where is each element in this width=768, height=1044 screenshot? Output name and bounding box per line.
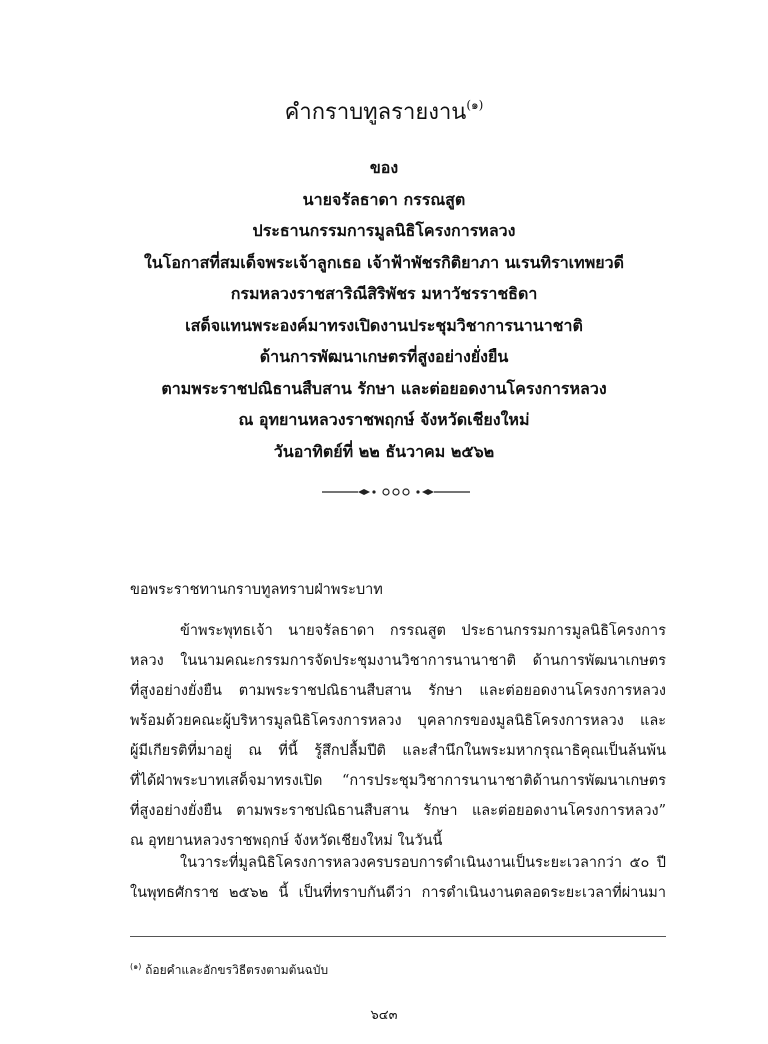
salutation: ขอพระราชทานกราบทูลทราบฝ่าพระบาท [130, 582, 383, 598]
paragraph-line: ผู้มีเกียรติที่มาอยู่ ณ ที่นี้ รู้สึกปลื้มปีติ และสำนึกในพระมหากรุณาธิคุณเป็นล้นพ้น [130, 743, 666, 759]
heading-line: ณ อุทยานหลวงราชพฤกษ์ จังหวัดเชียงใหม่ [238, 410, 530, 429]
page-number: ๖๔๓ [370, 1008, 398, 1023]
title-text: คำกราบทูลรายงาน [284, 100, 467, 125]
paragraph-line: พร้อมด้วยคณะผู้บริหารมูลนิธิโครงการหลวง บุคลากรของมูลนิธิโครงการหลวง และ [130, 713, 666, 729]
document-title [0, 94, 768, 129]
heading-line: ในโอกาสที่สมเด็จพระเจ้าลูกเธอ เจ้าฟ้าพัชรกิติยาภา นเรนทิราเทพยวดี [143, 252, 624, 272]
heading-block [0, 152, 768, 467]
heading-line: ตามพระราชปณิธานสืบสาน รักษา และต่อยอดงานโครงการหลวง [161, 378, 607, 398]
footnote-text: ถ้อยคำและอักขรวิธีตรงตามต้นฉบับ [145, 963, 329, 977]
footnote [130, 960, 328, 980]
heading-line: เสด็จแทนพระองค์มาทรงเปิดงานประชุมวิชาการนานาชาติ [185, 315, 583, 335]
heading-line: วันอาทิตย์ที่ ๒๒ ธันวาคม ๒๕๖๒ [273, 441, 495, 461]
heading-line: ของ [369, 158, 399, 177]
heading-line: กรมหลวงราชสาริณีสิริพัชร มหาวัชรราชธิดา [230, 284, 538, 303]
heading-line: ประธานกรรมการมูลนิธิโครงการหลวง [252, 221, 516, 240]
ornament-divider-icon [320, 484, 472, 500]
paragraph-2 [130, 848, 666, 908]
footnote-marker: (๑) [130, 962, 142, 971]
paragraph-line: ในพุทธศักราช ๒๕๖๒ นี้ เป็นที่ทราบกันดีว่า การดำเนินงานตลอดระยะเวลาที่ผ่านมา [130, 885, 666, 901]
paragraph-line: ณ อุทยานหลวงราชพฤกษ์ จังหวัดเชียงใหม่ ในวันนี้ [130, 833, 443, 849]
title-footnote-ref: (๑) [466, 98, 484, 112]
paragraph-line: ที่สูงอย่างยั่งยืน ตามพระราชปณิธานสืบสาน รักษา และต่อยอดงานโครงการหลวง” [130, 803, 666, 819]
footnote-divider [130, 936, 666, 937]
heading-line: ด้านการพัฒนาเกษตรที่สูงอย่างยั่งยืน [259, 347, 509, 366]
paragraph-line: ข้าพระพุทธเจ้า นายจรัลธาดา กรรณสูต ประธานกรรมการมูลนิธิโครงการ [180, 623, 666, 639]
paragraph-line: หลวง ในนามคณะกรรมการจัดประชุมงานวิชาการนานาชาติ ด้านการพัฒนาเกษตร [130, 653, 666, 669]
paragraph-line: ในวาระที่มูลนิธิโครงการหลวงครบรอบการดำเนินงานเป็นระยะเวลากว่า ๕๐ ปี [180, 855, 666, 871]
paragraph-line: ที่ได้ฝ่าพระบาทเสด็จมาทรงเปิด “การประชุมวิชาการนานาชาติด้านการพัฒนาเกษตร [130, 773, 666, 789]
paragraph-1 [130, 616, 666, 856]
heading-line: นายจรัลธาดา กรรณสูต [302, 189, 466, 209]
paragraph-line: ที่สูงอย่างยั่งยืน ตามพระราชปณิธานสืบสาน รักษา และต่อยอดงานโครงการหลวง [130, 683, 666, 699]
